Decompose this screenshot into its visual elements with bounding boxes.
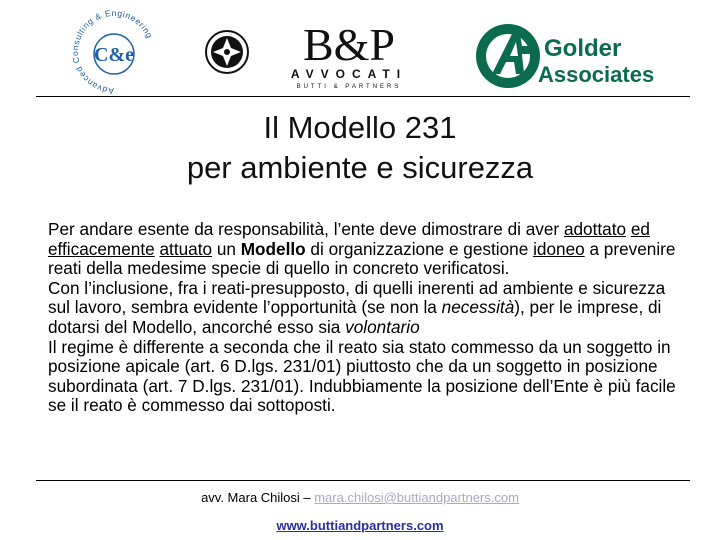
bp-line2: BUTTI & PARTNERS [296,84,402,90]
ce-mark: C&e [94,44,134,66]
author-name: avv. Mara Chilosi – [201,490,315,505]
slide-title [0,108,720,188]
bp-emblem-icon [206,31,248,73]
bottom-divider [36,480,690,481]
golder-line2: Associates [538,62,655,87]
website-link[interactable]: www.buttiandpartners.com [276,518,444,533]
ce-logo [68,8,160,96]
p1-underline-attuato: attuato [159,238,213,259]
p1-underline-adottato: adottato [563,219,627,239]
title-line-1: Il Modello 231 [263,110,457,145]
footer-author [0,490,720,505]
p2-text-2: ), per le imprese, di dotarsi del Modello, ancorché esso sia [48,297,662,337]
paragraph-3: Il regime è differente a seconda che il reato sia stato commesso da un soggetto in posizione apicale (art. 6 D.lgs. 231/01) piuttosto che da un soggetto in posizione subordinata (art. 7 D.lgs. 231/01). Indubbiamente la posizione dell’Ente è più facile se il reato è commesso dai sottoposti. [48,336,676,416]
p1-text-1: Per andare esente da responsabilità, l’ente deve dimostrare di aver [48,219,564,239]
slide-body [48,220,682,416]
ce-ring-text: Advanced Consulting & Engineering [69,8,155,96]
golder-emblem-icon [476,24,540,88]
paragraph-2 [48,279,682,338]
p1-text-6: a prevenire reati della medesime specie di quello in concreto verificatosi. [48,238,676,279]
author-email-link[interactable]: mara.chilosi@buttiandpartners.com [314,490,519,505]
top-divider [36,96,690,97]
logo-bar [0,0,720,96]
p2-italic-volontario: volontario [345,316,420,337]
golder-line1: Golder [544,35,622,62]
bp-logo [203,14,435,90]
p2-italic-necessita: necessità [441,297,515,318]
golder-logo [472,16,655,94]
p1-underline-efficacemente: ed efficacemente [48,219,650,259]
p2-text-1: Con l’inclusione, fra i reati-presupposto, di quelli inerenti ad ambiente e sicurezza sul lavoro, sembra evidente l’opportunità (se non la [48,277,666,318]
p1-bold-modello: Modello [240,238,306,259]
title-line-2: per ambiente e sicurezza [186,150,534,185]
bp-line1: AVVOCATI [290,67,408,81]
p1-underline-idoneo: idoneo [533,238,585,259]
p1-text-4: un [212,238,241,259]
paragraph-1 [48,220,682,279]
p1-text-5: di organizzazione e gestione [305,238,534,259]
bp-mark: B&P [302,19,396,70]
